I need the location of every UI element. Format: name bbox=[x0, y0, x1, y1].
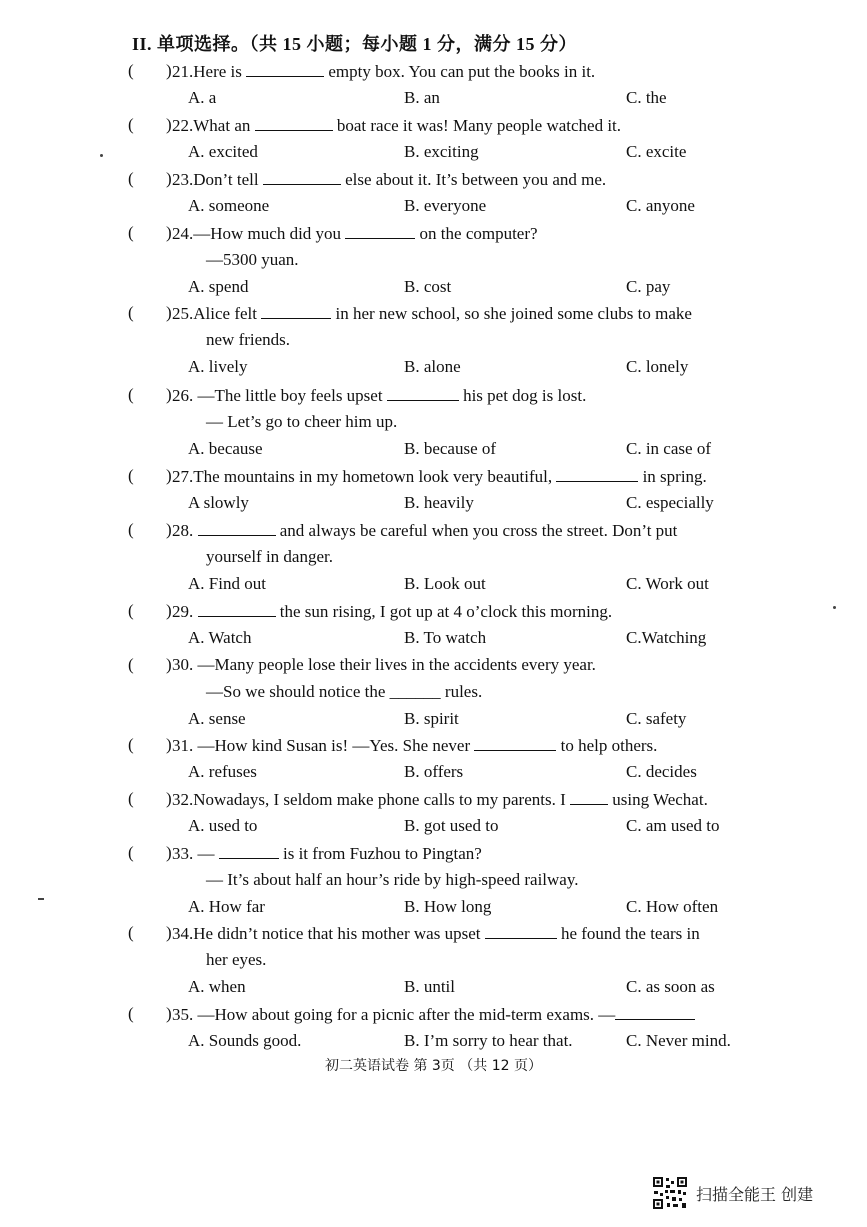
answer-paren-close: ) bbox=[166, 1004, 172, 1023]
answer-blank bbox=[263, 168, 341, 185]
question-stem bbox=[172, 842, 482, 865]
scanner-watermark bbox=[652, 1176, 813, 1210]
option-a: A slowly bbox=[188, 493, 249, 512]
answer-paren-close: ) bbox=[166, 520, 172, 539]
answer-paren-close: ) bbox=[166, 655, 172, 674]
question-text: on the computer? bbox=[415, 224, 538, 243]
question-text: empty box. You can put the books in it. bbox=[324, 62, 596, 81]
question-text: the sun rising, I got up at 4 o’clock this morning. bbox=[275, 602, 613, 621]
question-text: —How much did you bbox=[193, 224, 346, 243]
answer-blank bbox=[570, 788, 608, 805]
question-text: he found the tears in bbox=[556, 924, 700, 943]
question-continuation: —5300 yuan. bbox=[206, 250, 299, 269]
question-number: 31. bbox=[172, 736, 194, 755]
option-c: C. Work out bbox=[626, 574, 709, 593]
option-a: A. when bbox=[188, 977, 246, 996]
question-text: What an bbox=[193, 116, 255, 135]
question-stem bbox=[172, 384, 586, 407]
question-text: Here is bbox=[193, 62, 247, 81]
question-stem bbox=[172, 922, 700, 945]
answer-paren-close: ) bbox=[166, 923, 172, 942]
question-text: to help others. bbox=[556, 736, 658, 755]
answer-blank bbox=[345, 222, 415, 239]
question-stem bbox=[172, 222, 538, 245]
answer-paren-open: ( bbox=[128, 223, 134, 242]
option-c: C. in case of bbox=[626, 439, 711, 458]
option-a: A. spend bbox=[188, 277, 249, 296]
answer-paren-close: ) bbox=[166, 735, 172, 754]
answer-paren-open: ( bbox=[128, 169, 134, 188]
question-stem bbox=[172, 788, 708, 811]
question-continuation: her eyes. bbox=[206, 950, 267, 969]
question-number: 32. bbox=[172, 790, 194, 809]
question-stem bbox=[172, 465, 707, 488]
question-text: —How kind Susan is! —Yes. She never bbox=[193, 736, 475, 755]
question-number: 34. bbox=[172, 924, 194, 943]
option-a: A. sense bbox=[188, 709, 246, 728]
question-number: 25. bbox=[172, 304, 194, 323]
question-stem bbox=[172, 519, 677, 542]
answer-paren-open: ( bbox=[128, 601, 134, 620]
option-c: C. How often bbox=[626, 897, 719, 916]
question-text: Don’t tell bbox=[193, 170, 263, 189]
answer-paren-open: ( bbox=[128, 735, 134, 754]
watermark-text: 扫描全能王 创建 bbox=[696, 1184, 814, 1204]
question-text: else about it. It’s between you and me. bbox=[340, 170, 607, 189]
question-continuation: — It’s about half an hour’s ride by high-speed railway. bbox=[206, 870, 579, 889]
option-c: C. lonely bbox=[626, 357, 689, 376]
question-number: 30. bbox=[172, 655, 194, 674]
option-b: B. I’m sorry to hear that. bbox=[404, 1031, 573, 1050]
question-stem bbox=[172, 734, 657, 757]
question-number: 24. bbox=[172, 224, 194, 243]
answer-paren-open: ( bbox=[128, 1004, 134, 1023]
answer-blank bbox=[198, 519, 276, 536]
answer-paren-close: ) bbox=[166, 115, 172, 134]
option-b: B. an bbox=[404, 88, 440, 107]
answer-blank bbox=[474, 734, 556, 751]
question-text: The mountains in my hometown look very beautiful, bbox=[193, 467, 557, 486]
question-text: boat race it was! Many people watched it. bbox=[332, 116, 622, 135]
question-stem bbox=[172, 1003, 695, 1026]
answer-paren-open: ( bbox=[128, 789, 134, 808]
question-text: —The little boy feels upset bbox=[193, 386, 387, 405]
answer-paren-open: ( bbox=[128, 115, 134, 134]
option-a: A. excited bbox=[188, 142, 258, 161]
option-b: B. got used to bbox=[404, 816, 499, 835]
question-number: 33. bbox=[172, 844, 194, 863]
question-text: is it from Fuzhou to Pingtan? bbox=[278, 844, 482, 863]
answer-paren-close: ) bbox=[166, 385, 172, 404]
answer-paren-close: ) bbox=[166, 466, 172, 485]
option-b: B. because of bbox=[404, 439, 497, 458]
qr-code-icon bbox=[652, 1176, 688, 1210]
answer-blank bbox=[387, 384, 459, 401]
answer-blank bbox=[261, 302, 331, 319]
answer-paren-close: ) bbox=[166, 223, 172, 242]
option-a: A. Watch bbox=[188, 628, 252, 647]
question-number: 35. bbox=[172, 1005, 194, 1024]
question-text: in her new school, so she joined some clubs to make bbox=[331, 304, 692, 323]
question-number: 22. bbox=[172, 116, 194, 135]
answer-paren-close: ) bbox=[166, 843, 172, 862]
option-b: B. everyone bbox=[404, 196, 487, 215]
section-title: II. 单项选择。（共 15 小题；每小题 1 分，满分 15 分） bbox=[132, 34, 578, 54]
question-text: —Many people lose their lives in the accidents every year. bbox=[193, 655, 596, 674]
option-a: A. used to bbox=[188, 816, 258, 835]
answer-paren-open: ( bbox=[128, 923, 134, 942]
answer-blank bbox=[219, 842, 279, 859]
question-text: in spring. bbox=[638, 467, 707, 486]
answer-paren-close: ) bbox=[166, 169, 172, 188]
answer-blank bbox=[198, 600, 276, 617]
option-a: A. someone bbox=[188, 196, 270, 215]
question-stem bbox=[172, 60, 595, 83]
answer-blank bbox=[485, 922, 557, 939]
answer-blank bbox=[246, 60, 324, 77]
option-a: A. refuses bbox=[188, 762, 257, 781]
question-number: 28. bbox=[172, 521, 194, 540]
option-c: C. Never mind. bbox=[626, 1031, 731, 1050]
option-b: B. heavily bbox=[404, 493, 474, 512]
page-footer: 初二英语试卷 第 3页 （共 12 页） bbox=[325, 1058, 542, 1074]
option-b: B. until bbox=[404, 977, 456, 996]
option-a: A. Sounds good. bbox=[188, 1031, 302, 1050]
option-a: A. How far bbox=[188, 897, 265, 916]
question-stem bbox=[172, 168, 606, 191]
question-text: using Wechat. bbox=[608, 790, 708, 809]
answer-blank bbox=[556, 465, 638, 482]
answer-paren-close: ) bbox=[166, 601, 172, 620]
option-c: C. especially bbox=[626, 493, 714, 512]
answer-paren-open: ( bbox=[128, 61, 134, 80]
question-text: Nowadays, I seldom make phone calls to my parents. I bbox=[193, 790, 570, 809]
answer-paren-open: ( bbox=[128, 843, 134, 862]
question-stem bbox=[172, 114, 621, 137]
question-stem bbox=[172, 302, 692, 325]
question-number: 21. bbox=[172, 62, 194, 81]
answer-paren-close: ) bbox=[166, 303, 172, 322]
option-c: C. as soon as bbox=[626, 977, 715, 996]
question-continuation: yourself in danger. bbox=[206, 547, 333, 566]
answer-paren-open: ( bbox=[128, 303, 134, 322]
question-continuation: new friends. bbox=[206, 330, 291, 349]
question-number: 29. bbox=[172, 602, 194, 621]
question-continuation: —So we should notice the ______ rules. bbox=[206, 682, 483, 701]
answer-blank bbox=[615, 1003, 695, 1020]
answer-paren-open: ( bbox=[128, 466, 134, 485]
answer-paren-open: ( bbox=[128, 520, 134, 539]
answer-blank bbox=[255, 114, 333, 131]
option-a: A. lively bbox=[188, 357, 248, 376]
option-c: C. the bbox=[626, 88, 667, 107]
question-number: 27. bbox=[172, 467, 194, 486]
option-b: B. exciting bbox=[404, 142, 479, 161]
question-stem bbox=[172, 600, 612, 623]
answer-paren-close: ) bbox=[166, 61, 172, 80]
option-c: C.Watching bbox=[626, 628, 707, 647]
option-a: A. Find out bbox=[188, 574, 266, 593]
option-a: A. a bbox=[188, 88, 217, 107]
option-b: B. To watch bbox=[404, 628, 487, 647]
option-c: C. am used to bbox=[626, 816, 720, 835]
option-b: B. Look out bbox=[404, 574, 486, 593]
option-c: C. pay bbox=[626, 277, 671, 296]
question-text: — bbox=[193, 844, 219, 863]
option-c: C. anyone bbox=[626, 196, 695, 215]
option-b: B. How long bbox=[404, 897, 492, 916]
option-c: C. decides bbox=[626, 762, 697, 781]
question-text: Alice felt bbox=[193, 304, 262, 323]
option-b: B. cost bbox=[404, 277, 452, 296]
question-text: —How about going for a picnic after the mid-term exams. — bbox=[193, 1005, 616, 1024]
question-text: and always be careful when you cross the street. Don’t put bbox=[275, 521, 678, 540]
question-text: his pet dog is lost. bbox=[458, 386, 587, 405]
question-continuation: — Let’s go to cheer him up. bbox=[206, 412, 398, 431]
question-text: He didn’t notice that his mother was upset bbox=[193, 924, 485, 943]
option-b: B. spirit bbox=[404, 709, 459, 728]
question-stem bbox=[172, 654, 596, 676]
option-c: C. excite bbox=[626, 142, 687, 161]
option-c: C. safety bbox=[626, 709, 687, 728]
answer-paren-open: ( bbox=[128, 655, 134, 674]
answer-paren-open: ( bbox=[128, 385, 134, 404]
question-number: 23. bbox=[172, 170, 194, 189]
answer-paren-close: ) bbox=[166, 789, 172, 808]
option-b: B. offers bbox=[404, 762, 464, 781]
option-b: B. alone bbox=[404, 357, 461, 376]
question-number: 26. bbox=[172, 386, 194, 405]
option-a: A. because bbox=[188, 439, 263, 458]
